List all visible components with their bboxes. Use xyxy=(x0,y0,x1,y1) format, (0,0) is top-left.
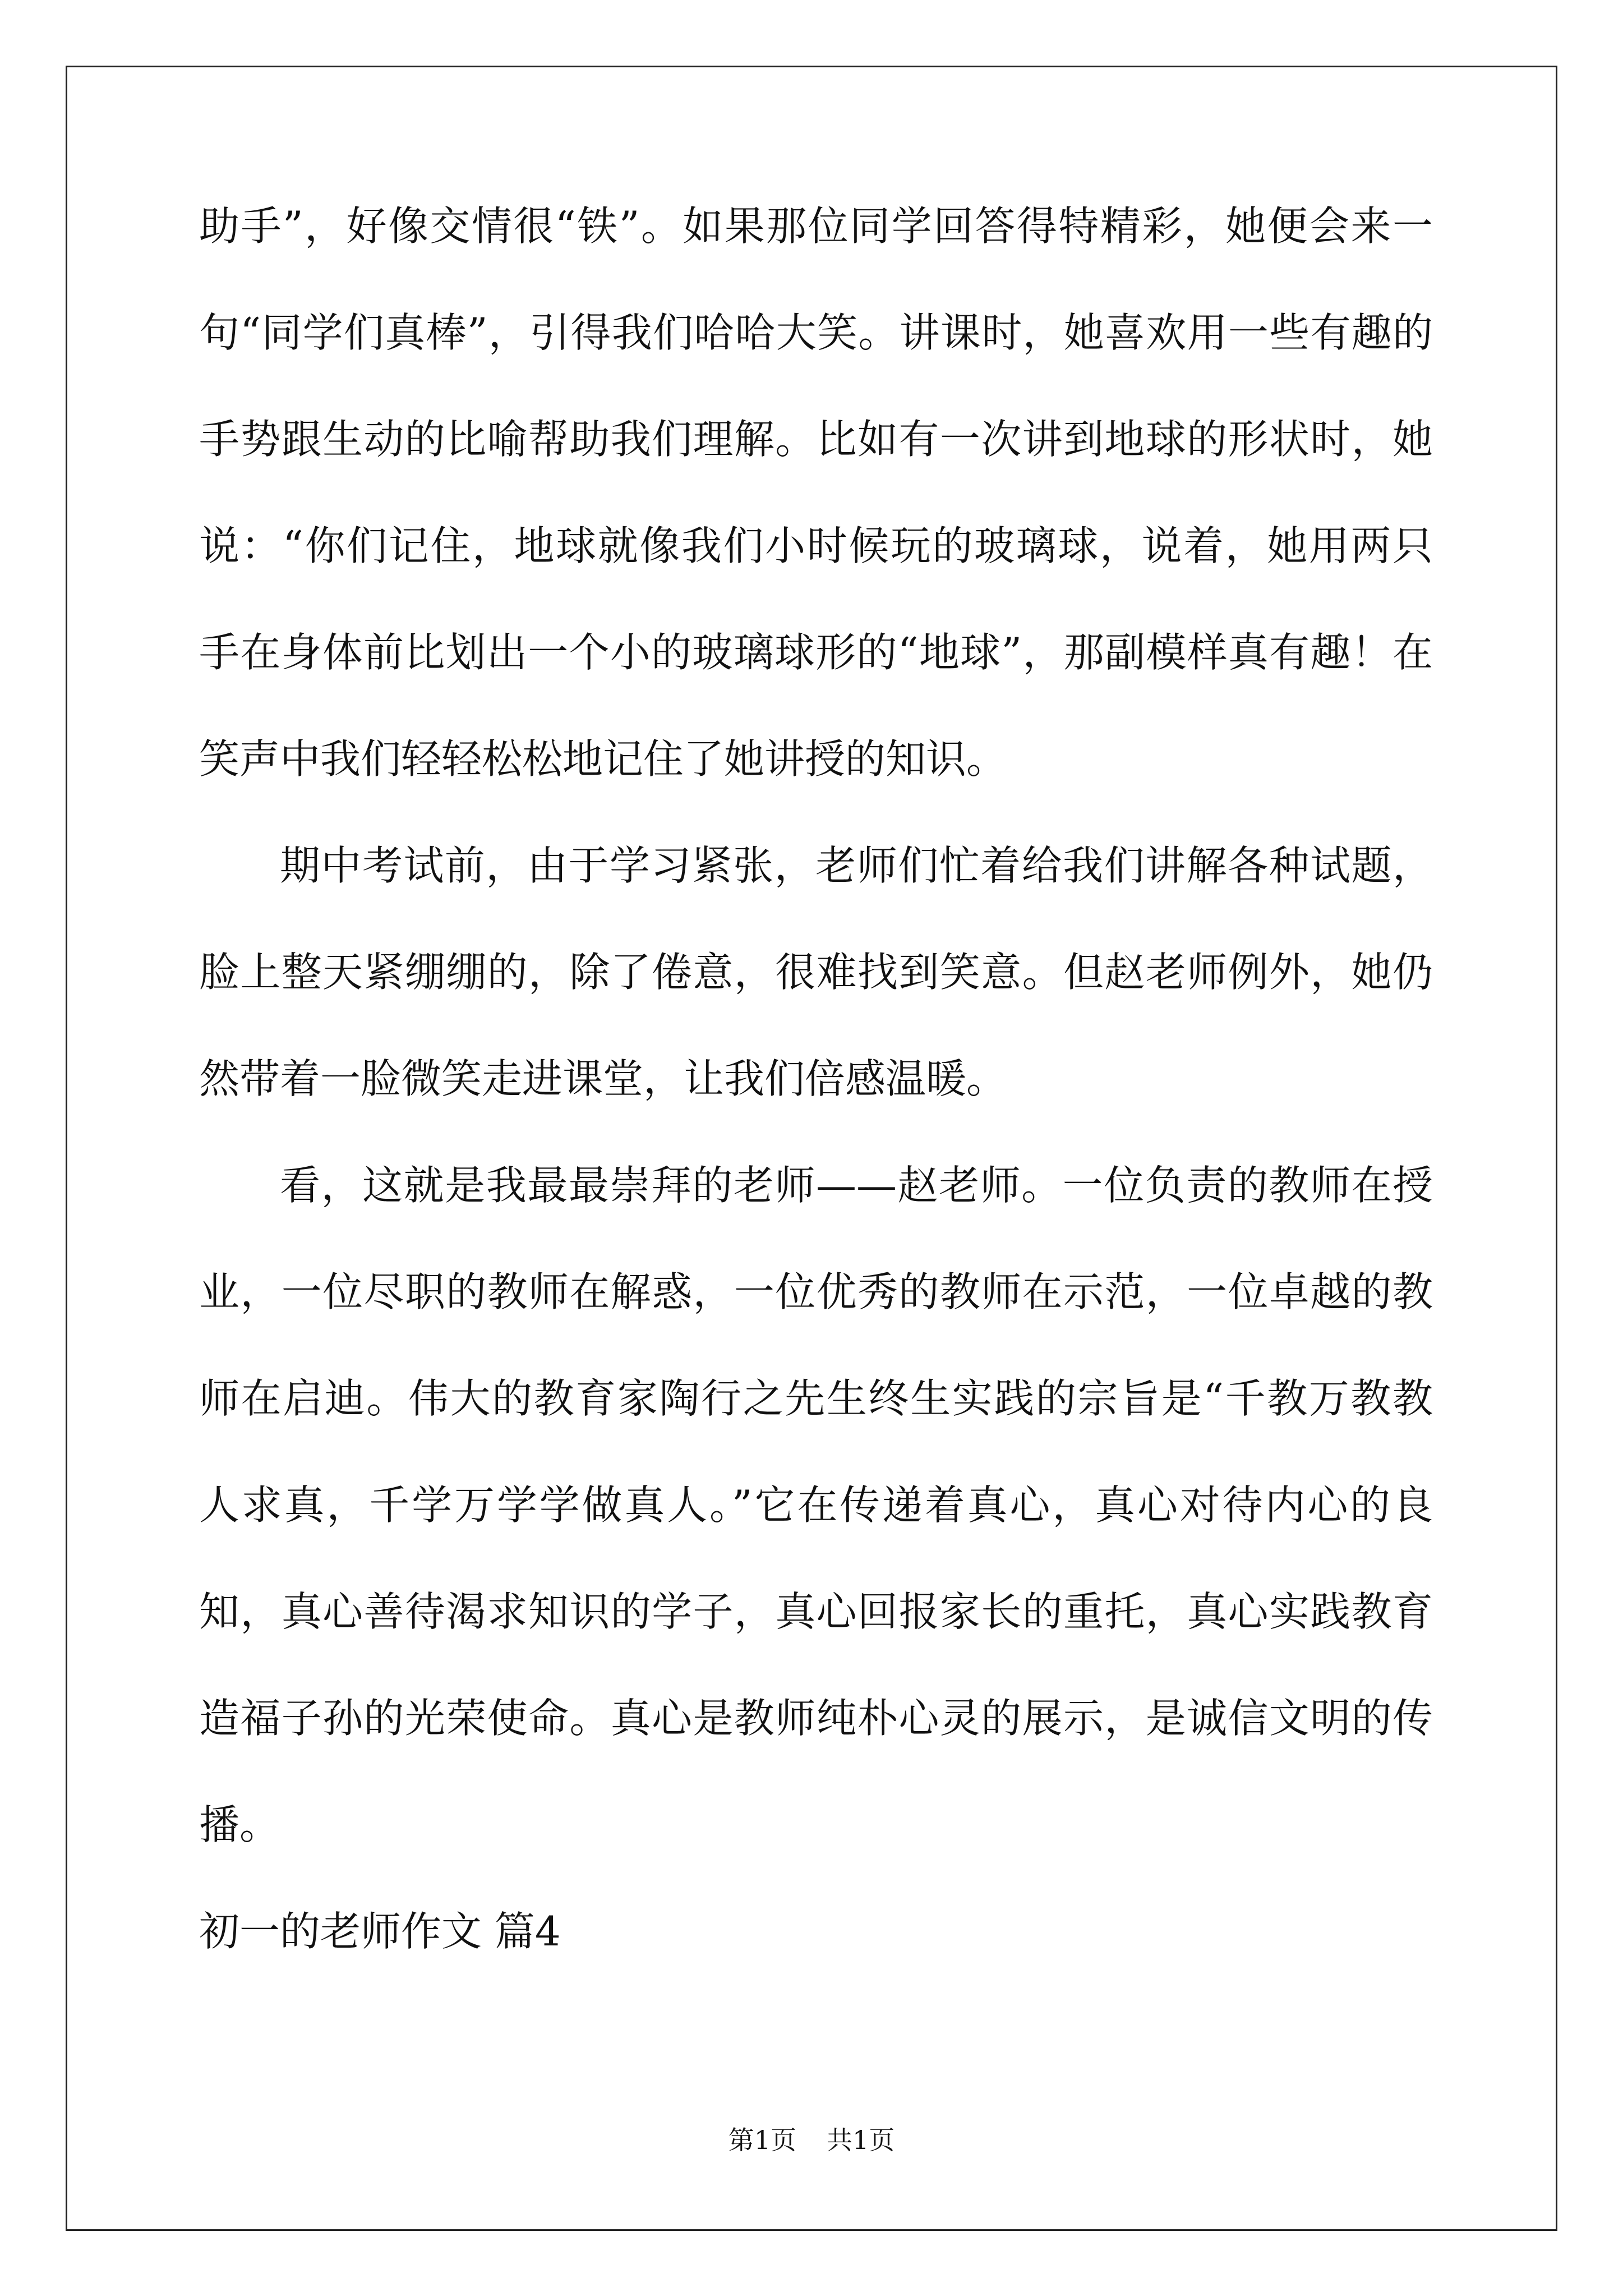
text-line: 手在身体前比划出一个小的玻璃球形的“地球”，那副模样真有趣！在 xyxy=(199,629,1433,676)
page-number-current: 第1页 xyxy=(728,2125,796,2155)
text-line: 说：“你们记住，地球就像我们小时候玩的玻璃球，说着，她用两只 xyxy=(199,522,1433,569)
text-line: 造福子孙的光荣使命。真心是教师纯朴心灵的展示，是诚信文明的传 xyxy=(199,1695,1433,1742)
text-line: 播。 xyxy=(199,1801,280,1848)
text-line: 手势跟生动的比喻帮助我们理解。比如有一次讲到地球的形状时，她 xyxy=(199,416,1433,463)
text-line: 看，这就是我最最崇拜的老师——赵老师。一位负责的教师在授 xyxy=(280,1162,1433,1209)
text-line: 笑声中我们轻轻松松地记住了她讲授的知识。 xyxy=(199,735,1007,783)
text-line: 脸上整天紧绷绷的，除了倦意，很难找到笑意。但赵老师例外，她仍 xyxy=(199,949,1433,996)
text-line: 人求真，千学万学学做真人。”它在传递着真心，真心对待内心的良 xyxy=(199,1481,1433,1529)
text-line: 师在启迪。伟大的教育家陶行之先生终生实践的宗旨是“千教万教教 xyxy=(199,1375,1433,1422)
text-line: 知，真心善待渴求知识的学子，真心回报家长的重托，真心实践教育 xyxy=(199,1588,1433,1635)
paragraph-lines xyxy=(199,199,1433,1852)
section-heading: 初一的老师作文 篇4 xyxy=(199,1908,561,1955)
text-line: 助手”，好像交情很“铁”。如果那位同学回答得特精彩，她便会来一 xyxy=(199,203,1433,250)
text-line: 业，一位尽职的教师在解惑，一位优秀的教师在示范，一位卓越的教 xyxy=(199,1268,1433,1315)
page-number-total: 共1页 xyxy=(827,2125,895,2155)
text-line: 然带着一脸微笑走进课堂，让我们倍感温暖。 xyxy=(199,1055,1007,1102)
document-body xyxy=(199,199,1433,1958)
page-footer xyxy=(0,2123,1623,2157)
text-line: 期中考试前，由于学习紧张，老师们忙着给我们讲解各种试题， xyxy=(280,842,1433,889)
text-line: 句“同学们真棒”，引得我们哈哈大笑。讲课时，她喜欢用一些有趣的 xyxy=(199,309,1433,356)
